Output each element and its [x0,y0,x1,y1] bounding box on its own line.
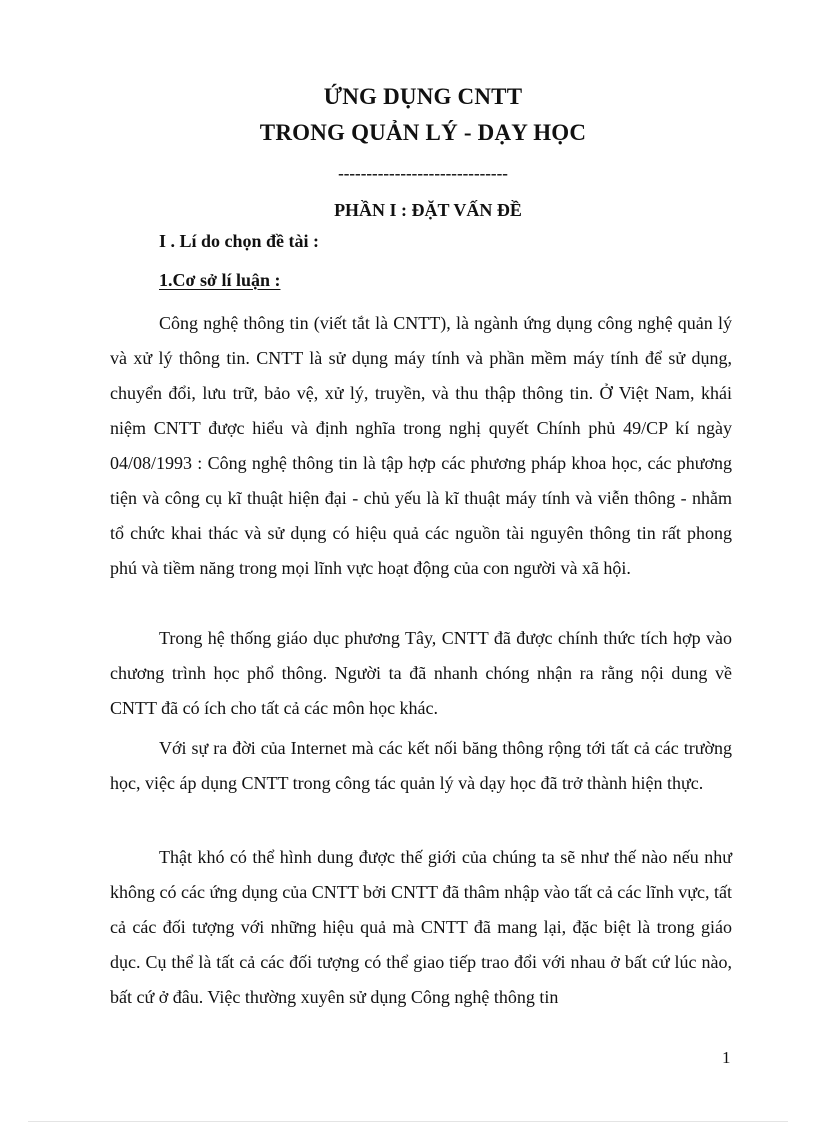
part-heading: PHẦN I : ĐẶT VẤN ĐỀ [334,200,522,220]
subsection-heading: 1.Cơ sở lí luận : [159,270,281,290]
paragraph-1: Công nghệ thông tin (viết tắt là CNTT), là ngành ứng dụng công nghệ quản lý và xử lý thông tin. CNTT là sử dụng máy tính và phần mềm máy tính để sử dụng, chuyển đổi, lưu trữ, bảo vệ, xử lý, truyền, và thu thập thông tin. Ở Việt Nam, khái niệm CNTT được hiểu và định nghĩa trong nghị quyết Chính phủ 49/CP kí ngày 04/08/1993 : Công nghệ thông tin là tập hợp các phương pháp khoa học, các phương tiện và công cụ kĩ thuật hiện đại - chủ yếu là kĩ thuật máy tính và viễn thông - nhằm tổ chức khai thác và sử dụng có hiệu quả các nguồn tài nguyên thông tin rất phong phú và tiềm năng trong mọi lĩnh vực hoạt động của con người và xã hội. [110,313,732,578]
paragraph-2: Trong hệ thống giáo dục phương Tây, CNTT đã được chính thức tích hợp vào chương trình học phổ thông. Người ta đã nhanh chóng nhận ra rằng nội dung về CNTT đã có ích cho tất cả các môn học khác. [110,628,732,718]
page-number: 1 [722,1048,731,1067]
paragraph-4: Thật khó có thể hình dung được thế giới của chúng ta sẽ như thế nào nếu như không có các ứng dụng của CNTT bởi CNTT đã thâm nhập vào tất cả các lĩnh vực, tất cả các đối tượng với những hiệu quả mà CNTT đã mang lại, đặc biệt là trong giáo dục. Cụ thể là tất cả các đối tượng có thể giao tiếp trao đổi với nhau ở bất cứ lúc nào, bất cứ ở đâu. Việc thường xuyên sử dụng Công nghệ thông tin [110,847,732,1007]
title-separator: ------------------------------ [338,164,508,183]
document-title-line-1: ỨNG DỤNG CNTT [323,84,523,109]
paragraph-3: Với sự ra đời của Internet mà các kết nối băng thông rộng tới tất cả các trường học, việc áp dụng CNTT trong công tác quản lý và dạy học đã trở thành hiện thực. [110,738,732,793]
page-bottom-divider [28,1121,788,1122]
document-title-line-2: TRONG QUẢN LÝ - DẠY HỌC [259,120,587,145]
section-heading: I . Lí do chọn đề tài : [159,231,320,251]
